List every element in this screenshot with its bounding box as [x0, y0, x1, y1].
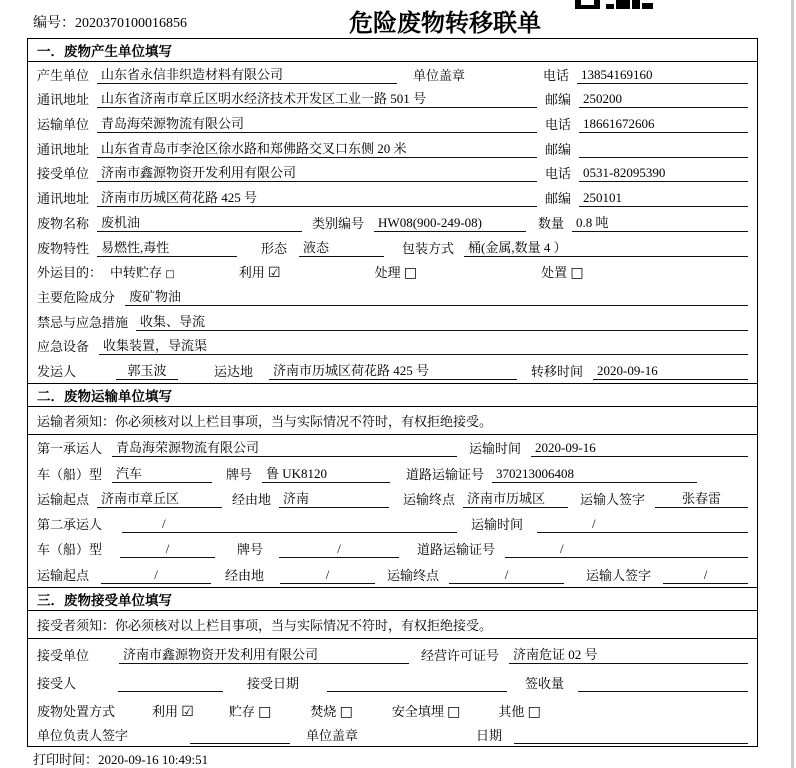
- row-producer-address: [28, 87, 757, 112]
- purpose-option-treat: [375, 262, 418, 281]
- checkbox-disposal-landfill: □: [447, 703, 461, 720]
- transporter-label: 运输单位: [37, 117, 90, 133]
- waste-name-value: 废机油: [97, 212, 302, 232]
- purpose-option-label: 处理: [374, 265, 401, 281]
- waste-name-label: 废物名称: [37, 215, 90, 231]
- purpose-option-utilize: [239, 262, 281, 281]
- producer-value: 山东省永信非织造材料有限公司: [97, 64, 397, 84]
- phone-label: 电话: [545, 166, 572, 182]
- traits-label: 废物特性: [37, 240, 90, 256]
- purpose-option-transfer-storage: [110, 262, 175, 281]
- category-value: HW08(900-249-08): [374, 215, 526, 232]
- row-route2: [28, 561, 757, 586]
- plate2-value: /: [279, 541, 399, 558]
- manifest-form: [27, 38, 758, 747]
- plate-label: 牌号: [226, 466, 253, 482]
- transport-time2-value: /: [537, 516, 748, 533]
- row-vehicle2: [28, 536, 757, 561]
- checkbox-disposal-store: □: [258, 703, 272, 720]
- receiver-notice: 接受者须知：你必须核对以上栏目事项，当与实际情况不符时，有权拒绝接受。: [28, 611, 757, 639]
- destination-label: 运达地: [214, 363, 254, 379]
- carrier-sign-label: 运输人签字: [580, 491, 646, 507]
- permit-label: 经营许可证号: [421, 647, 500, 663]
- transport-time-label: 运输时间: [469, 441, 522, 457]
- origin1-value: 济南市章丘区: [97, 488, 222, 508]
- form-value: 液态: [299, 237, 384, 257]
- row-waste-name: [28, 210, 757, 235]
- row-first-carrier: [28, 435, 757, 460]
- purpose-option-label: 中转贮存: [110, 265, 163, 281]
- address-label: 通讯地址: [37, 92, 90, 108]
- purpose-option-label: 处置: [541, 265, 568, 281]
- taboo-label: 禁忌与应急措施: [37, 314, 129, 330]
- hazard-label: 主要危险成分: [37, 289, 116, 305]
- carrier-sign2-value: /: [663, 567, 748, 584]
- quantity-value: 0.8 吨: [572, 212, 748, 232]
- taboo-value: 收集、导流: [136, 311, 748, 331]
- disposal-option-store: [229, 701, 272, 720]
- purpose-option-label: 利用: [238, 265, 265, 281]
- address-label: 通讯地址: [37, 141, 90, 157]
- equipment-label: 应急设备: [37, 339, 90, 355]
- shipper-value: 郭玉波: [116, 360, 178, 380]
- origin-label: 运输起点: [37, 567, 90, 583]
- transporter-phone-value: 18661672606: [579, 116, 748, 133]
- date-value: [514, 743, 748, 744]
- row-emergency-equipment: [28, 334, 757, 359]
- producer-phone-value: 13854169160: [577, 67, 748, 84]
- vehicle1-value: 汽车: [112, 463, 212, 483]
- road-license-label: 道路运输证号: [406, 466, 485, 482]
- row-receiving-person: [28, 667, 757, 695]
- section-transport-title: 二．废物运输单位填写: [28, 384, 757, 407]
- head-sign-label: 单位负责人签字: [37, 727, 129, 743]
- row-taboo-measures: [28, 309, 757, 334]
- receiving-unit-value: 济南市鑫源物资开发利用有限公司: [119, 644, 409, 664]
- packaging-value: 桶(金属,数量 4 ）: [464, 237, 748, 257]
- checkbox-disposal-utilize-checked: ☑: [181, 703, 194, 720]
- carrier-sign1-value: 张春雷: [655, 488, 748, 508]
- address-label: 通讯地址: [37, 191, 90, 207]
- producer-label: 产生单位: [37, 67, 90, 83]
- signed-amount-value: [578, 691, 748, 692]
- row-vehicle1: [28, 460, 757, 485]
- row-disposal-method: [28, 695, 757, 723]
- disposal-option-utilize: [152, 701, 194, 720]
- transfer-time-label: 转移时间: [531, 363, 584, 379]
- receiving-person-label: 接受人: [37, 675, 77, 691]
- phone-label: 电话: [543, 67, 570, 83]
- seal-label: 单位盖章: [413, 67, 466, 83]
- producer-zip-value: 250200: [579, 91, 748, 108]
- purpose-label: 外运目的：: [37, 265, 103, 281]
- producer-address-value: 山东省济南市章丘区明水经济技术开发区工业一路 501 号: [97, 88, 537, 108]
- print-time-label: 打印时间：: [33, 752, 99, 767]
- origin-label: 运输起点: [37, 491, 90, 507]
- print-time: [33, 749, 208, 768]
- section-transport: [28, 383, 757, 587]
- carrier2-value: /: [122, 516, 457, 533]
- row-hazard-components: [28, 284, 757, 309]
- disposal-option-label: 其他: [498, 703, 525, 719]
- vehicle2-value: /: [120, 541, 215, 558]
- checkbox-dispose: □: [570, 265, 584, 282]
- disposal-option-label: 利用: [152, 703, 179, 719]
- checkbox-utilize-checked: ☑: [268, 265, 281, 282]
- print-time-value: 2020-09-16 10:49:51: [98, 752, 209, 767]
- end2-value: /: [449, 567, 564, 584]
- row-route1: [28, 486, 757, 511]
- receiving-unit-label: 接受单位: [37, 647, 90, 663]
- end-label: 运输终点: [403, 491, 456, 507]
- transfer-time-value: 2020-09-16: [593, 363, 748, 380]
- checkbox-disposal-incinerate: □: [339, 703, 353, 720]
- receiver-label: 接受单位: [37, 166, 90, 182]
- qr-code-fragment: [575, 0, 653, 9]
- disposal-label: 废物处置方式: [37, 703, 116, 719]
- row-head-signature: [28, 723, 757, 747]
- checkbox-transfer-storage: □: [165, 269, 175, 281]
- via-label: 经由地: [232, 491, 272, 507]
- end-label: 运输终点: [387, 567, 440, 583]
- receiving-person-value: [118, 691, 223, 692]
- receiver-zip-value: 250101: [579, 190, 748, 207]
- receiver-address-value: 济南市历城区荷花路 425 号: [97, 187, 537, 207]
- traits-value: 易燃性,毒性: [97, 237, 237, 257]
- road-license2-value: /: [505, 541, 748, 558]
- destination-value: 济南市历城区荷花路 425 号: [269, 360, 517, 380]
- row-transporter-address: [28, 136, 757, 161]
- equipment-value: 收集装置，导流渠: [99, 335, 748, 355]
- receiving-date-label: 接受日期: [247, 675, 300, 691]
- signed-amount-label: 签收量: [525, 675, 565, 691]
- row-producer: [28, 62, 757, 87]
- via2-value: /: [280, 567, 375, 584]
- transporter-zip-value: [579, 157, 748, 158]
- origin2-value: /: [101, 567, 211, 584]
- disposal-option-other: [498, 701, 541, 720]
- receiver-value: 济南市鑫源物资开发利用有限公司: [97, 162, 537, 182]
- transport-notice: 运输者须知：你必须核对以上栏目事项，当与实际情况不符时，有权拒绝接受。: [28, 407, 757, 435]
- row-second-carrier: [28, 511, 757, 536]
- road-license1-value: 370213006408: [492, 466, 697, 483]
- row-receiver: [28, 161, 757, 186]
- transporter-value: 青岛海荣源物流有限公司: [97, 113, 537, 133]
- shipper-label: 发运人: [37, 363, 77, 379]
- date-label: 日期: [476, 727, 503, 743]
- section-receiver: [28, 587, 757, 747]
- row-shipper: [28, 358, 757, 383]
- phone-label: 电话: [545, 117, 572, 133]
- packaging-label: 包装方式: [402, 240, 455, 256]
- via1-value: 济南: [279, 488, 389, 508]
- plate-label: 牌号: [237, 542, 264, 558]
- via-label: 经由地: [225, 567, 265, 583]
- serial-label: 编号：: [33, 16, 75, 31]
- unit-seal-label: 单位盖章: [306, 727, 359, 743]
- disposal-option-landfill: [392, 701, 461, 720]
- checkbox-treat: □: [403, 265, 418, 282]
- disposal-option-incinerate: [310, 701, 353, 720]
- checkbox-disposal-other: □: [527, 703, 541, 720]
- receiver-phone-value: 0531-82095390: [579, 165, 748, 182]
- road-license-label: 道路运输证号: [417, 542, 496, 558]
- disposal-option-label: 焚烧: [310, 703, 337, 719]
- receiving-date-value: [327, 691, 507, 692]
- row-waste-traits: [28, 235, 757, 260]
- end1-value: 济南市历城区: [463, 488, 568, 508]
- plate1-value: 鲁 UK8120: [262, 463, 390, 483]
- zip-label: 邮编: [545, 141, 572, 157]
- row-purpose: [28, 260, 757, 285]
- permit-value: 济南危证 02 号: [509, 644, 748, 664]
- serial-value: 2020370100016856: [75, 16, 187, 31]
- carrier1-label: 第一承运人: [37, 441, 103, 457]
- hazard-value: 废矿物油: [125, 286, 748, 306]
- section-producer-title: 一．废物产生单位填写: [28, 39, 757, 62]
- row-receiving-unit: [28, 639, 757, 667]
- head-sign-value: [190, 743, 290, 744]
- purpose-option-dispose: [541, 262, 584, 281]
- section-producer: [28, 39, 757, 383]
- form-label: 形态: [261, 240, 288, 256]
- carrier-sign-label: 运输人签字: [586, 567, 652, 583]
- vehicle-label: 车（船）型: [37, 542, 103, 558]
- category-label: 类别编号: [312, 215, 365, 231]
- row-receiver-address: [28, 185, 757, 210]
- zip-label: 邮编: [545, 92, 572, 108]
- transport-time-label: 运输时间: [471, 517, 524, 533]
- carrier2-label: 第二承运人: [37, 517, 103, 533]
- zip-label: 邮编: [545, 191, 572, 207]
- quantity-label: 数量: [538, 215, 565, 231]
- disposal-option-label: 安全填埋: [391, 703, 444, 719]
- carrier1-value: 青岛海荣源物流有限公司: [112, 437, 457, 457]
- page-title: 危险废物转移联单: [349, 10, 541, 37]
- vehicle-label: 车（船）型: [37, 466, 103, 482]
- transport-time1-value: 2020-09-16: [531, 440, 748, 457]
- transporter-address-value: 山东省青岛市李沧区徐水路和郑佛路交叉口东侧 20 米: [97, 138, 537, 158]
- disposal-option-label: 贮存: [228, 703, 255, 719]
- section-receiver-title: 三．废物接受单位填写: [28, 588, 757, 611]
- row-transporter: [28, 111, 757, 136]
- window-right-border: [791, 0, 794, 768]
